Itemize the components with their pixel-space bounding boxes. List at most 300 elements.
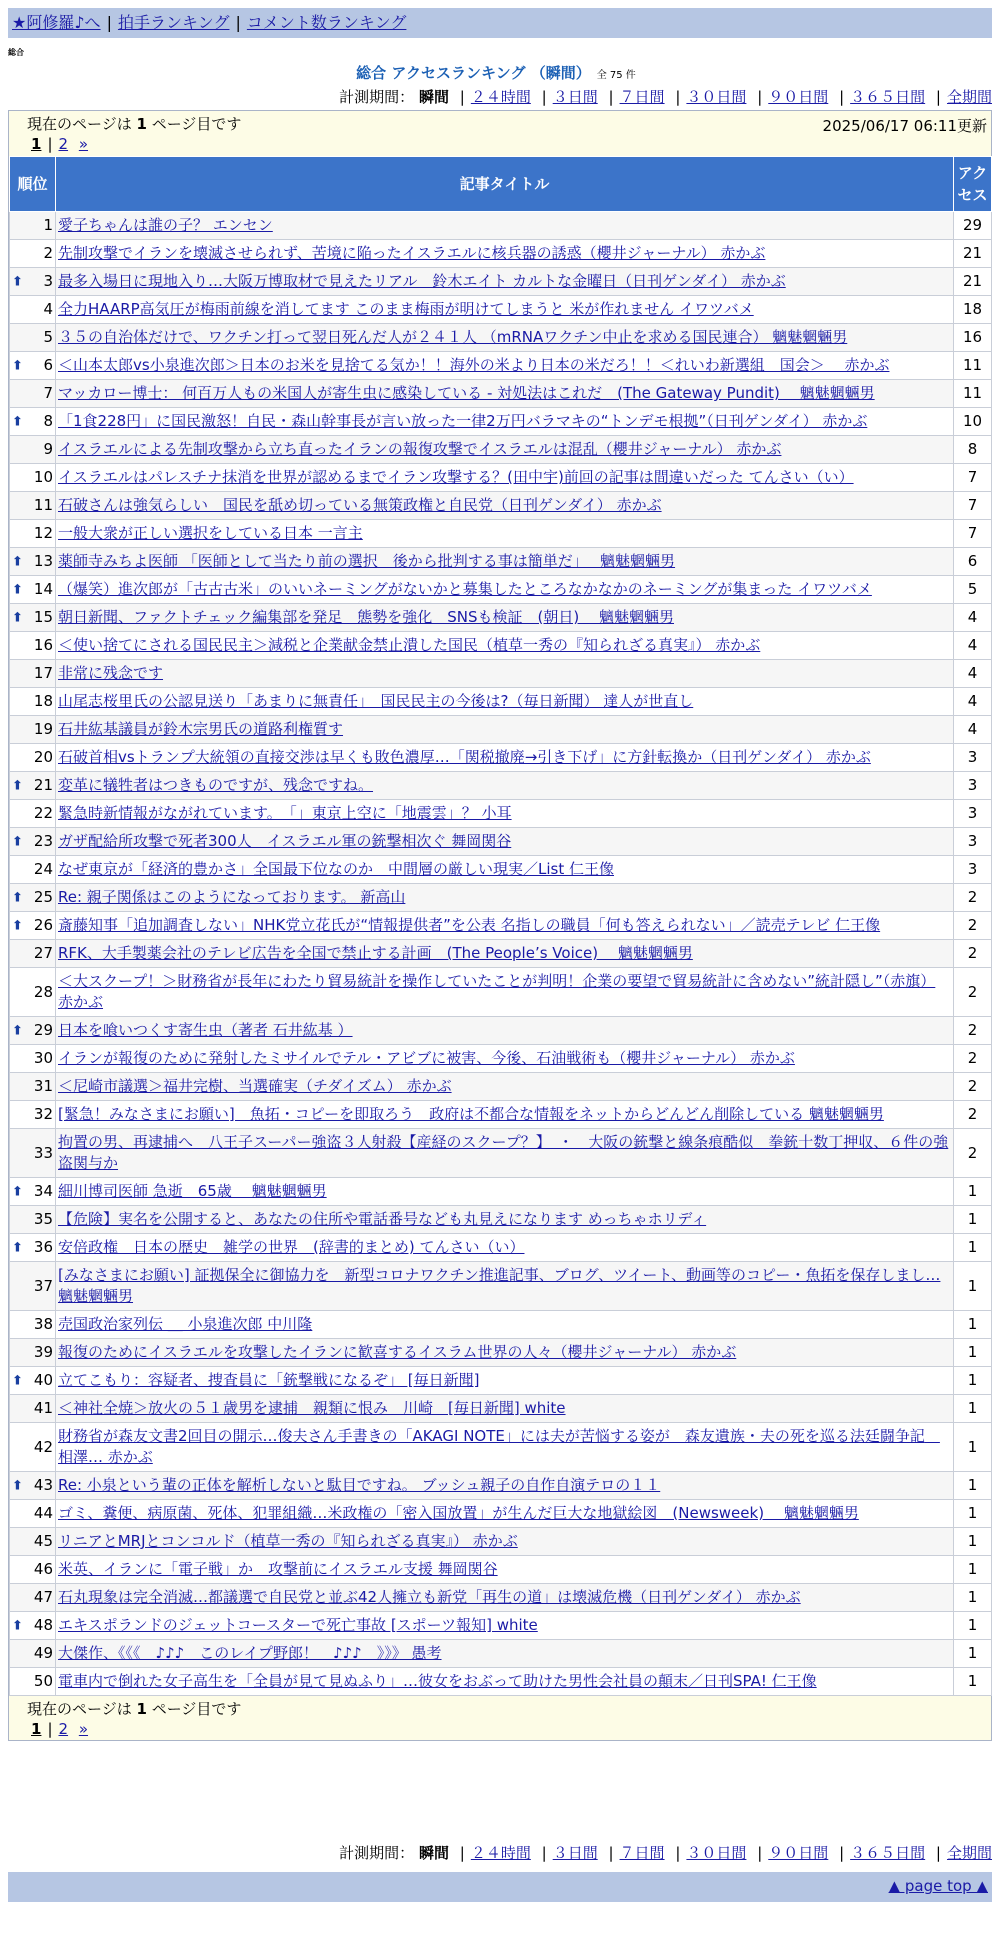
page-current: 1	[31, 1720, 42, 1738]
page-info-prefix: 現在のページは	[27, 115, 132, 133]
table-row	[10, 968, 992, 1017]
article-title-link[interactable]: 石破首相vsトランプ大統領の直接交渉は早くも敗色濃厚…「関税撤廃→引き下げ」に方針転換か（日刊ゲンダイ） 赤かぶ	[58, 748, 871, 766]
rank-number: 41	[33, 1399, 53, 1417]
title-cell	[56, 408, 954, 436]
table-row	[10, 1234, 992, 1262]
rank-number: 40	[33, 1371, 53, 1389]
article-title-link[interactable]: 一般大衆が正しい選択をしている日本 一言主	[58, 524, 363, 542]
rank-cell	[10, 548, 56, 576]
access-count: 1	[954, 1584, 992, 1612]
page-links-bottom	[27, 1719, 983, 1739]
period-link-7d[interactable]: ７日間	[619, 1844, 665, 1862]
rank-number: 30	[33, 1049, 53, 1067]
rank-cell	[10, 296, 56, 324]
article-title-link[interactable]: 斎藤知事「追加調査しない」NHK党立花氏が“情報提供者”を公表 名指しの職員「何も答えられない」／読売テレビ 仁王像	[58, 916, 881, 934]
rank-cell	[10, 492, 56, 520]
period-link-365d[interactable]: ３６５日間	[850, 1844, 926, 1862]
rank-number: 4	[43, 300, 53, 318]
article-title-link[interactable]: 緊急時新情報がながれています。 「」東京上空に「地震雲」？ 小耳	[58, 804, 512, 822]
access-count: 11	[954, 352, 992, 380]
title-cell	[56, 1423, 954, 1472]
rank-number: 31	[33, 1077, 53, 1095]
access-count: 4	[954, 716, 992, 744]
rank-number: 16	[33, 636, 53, 654]
table-row	[10, 464, 992, 492]
article-title-link[interactable]: 山尾志桜里氏の公認見送り「あまりに無責任」 国民民主の今後は?（毎日新聞） 達人が世直し	[58, 692, 694, 710]
article-title-link[interactable]: マッカロー博士： 何百万人もの米国人が寄生虫に感染している - 対処法はこれだ (The Gateway Pundit) 魑魅魍魎男	[58, 384, 875, 402]
article-title-link[interactable]: 石丸現象は完全消滅…都議選で自民党と並ぶ42人擁立も新党「再生の道」は壊滅危機（日刊ゲンダイ） 赤かぶ	[58, 1588, 801, 1606]
table-row	[10, 772, 992, 800]
page-info-bottom	[27, 1699, 983, 1719]
rank-cell	[10, 464, 56, 492]
rank-number: 27	[33, 944, 53, 962]
rank-number: 39	[33, 1343, 53, 1361]
access-count: 1	[954, 1500, 992, 1528]
rank-cell	[10, 1367, 56, 1395]
page-links	[27, 134, 983, 154]
rank-number: 33	[33, 1143, 53, 1162]
access-count: 3	[954, 856, 992, 884]
title-cell	[56, 660, 954, 688]
title-cell	[56, 520, 954, 548]
rank-cell	[10, 1500, 56, 1528]
article-title-link[interactable]: イスラエルはパレスチナ抹消を世界が認めるまでイラン攻撃する？(田中宇)前回の記事は間違いだった てんさい（い）	[58, 468, 854, 486]
rank-number: 2	[43, 244, 53, 262]
article-title-link[interactable]: イランが報復のために発射したミサイルでテル・アビブに被害、今後、石油戦術も（櫻井ジャーナル） 赤かぶ	[58, 1049, 795, 1067]
page-info-suffix: ページ目です	[151, 115, 242, 133]
rank-number: 9	[43, 440, 53, 458]
rank-cell	[10, 212, 56, 240]
table-row	[10, 324, 992, 352]
access-count: 2	[954, 884, 992, 912]
table-row	[10, 1528, 992, 1556]
rank-number: 47	[33, 1588, 53, 1606]
period-selector-bottom	[339, 1842, 992, 1863]
rank-number: 36	[33, 1238, 53, 1256]
article-title-link[interactable]: なぜ東京が「経済的豊かさ」全国最下位なのか 中間層の厳しい現実／List 仁王像	[58, 860, 614, 878]
rank-cell	[10, 912, 56, 940]
access-count: 4	[954, 688, 992, 716]
title-cell	[56, 380, 954, 408]
rank-cell	[10, 352, 56, 380]
access-count: 21	[954, 268, 992, 296]
rank-number: 25	[33, 888, 53, 906]
col-header-title: 記事タイトル	[56, 157, 954, 212]
access-count: 1	[954, 1262, 992, 1311]
page-info-suffix: ページ目です	[151, 1700, 242, 1718]
rank-cell	[10, 1017, 56, 1045]
table-row	[10, 856, 992, 884]
rank-cell	[10, 1073, 56, 1101]
rank-number: 10	[33, 468, 53, 486]
access-count: 1	[954, 1612, 992, 1640]
table-row	[10, 1640, 992, 1668]
period-link-24h[interactable]: ２４時間	[470, 88, 531, 106]
page-info-number: 1	[136, 115, 147, 133]
period-link-24h[interactable]: ２４時間	[470, 1844, 531, 1862]
separator: |	[541, 1844, 547, 1862]
rank-cell	[10, 856, 56, 884]
rank-number: 5	[43, 328, 53, 346]
article-title-link[interactable]: ＜大スクープ！＞財務省が長年にわたり貿易統計を操作していたことが判明！企業の要望で貿易統計に含めない”統計隠し”（赤旗） 赤かぶ	[58, 972, 936, 1011]
article-title-link[interactable]: 立てこもり：容疑者、捜査員に「銃撃戦になるぞ」 [毎日新聞]	[58, 1371, 480, 1389]
rank-cell	[10, 240, 56, 268]
access-count: 1	[954, 1234, 992, 1262]
article-title-link[interactable]: ＜使い捨てにされる国民民主＞減税と企業献金禁止潰した国民（植草一秀の『知られざる真実』） 赤かぶ	[58, 636, 761, 654]
page-current: 1	[31, 135, 42, 153]
title-cell	[56, 828, 954, 856]
access-count: 1	[954, 1395, 992, 1423]
rank-cell	[10, 520, 56, 548]
title-cell	[56, 352, 954, 380]
rank-cell	[10, 1584, 56, 1612]
period-link-90d[interactable]: ９０日間	[768, 1844, 829, 1862]
rank-up-arrow-icon: ⬆	[12, 1023, 23, 1038]
article-title-link[interactable]: 【危険】実名を公開すると、あなたの住所や電話番号なども丸見えになります めっちゃホリディ	[58, 1210, 707, 1228]
next-page-link[interactable]: »	[78, 135, 89, 153]
title-cell	[56, 1311, 954, 1339]
rank-cell	[10, 1178, 56, 1206]
title-cell	[56, 1073, 954, 1101]
access-count: 2	[954, 1073, 992, 1101]
separator: |	[459, 1844, 465, 1862]
rank-up-arrow-icon: ⬆	[12, 358, 23, 373]
rank-number: 8	[43, 412, 53, 430]
table-row	[10, 632, 992, 660]
article-title-link[interactable]: 薬師寺みちよ医師 「医師として当たり前の選択 後から批判する事は簡単だ」 魑魅魍魎男	[58, 552, 676, 570]
rank-up-arrow-icon: ⬆	[12, 554, 23, 569]
title-cell	[56, 1017, 954, 1045]
article-title-link[interactable]: 石井紘基議員が鈴木宗男氏の道路利権質す	[58, 720, 344, 738]
title-cell	[56, 744, 954, 772]
rank-number: 22	[33, 804, 53, 822]
table-header-row	[10, 157, 992, 212]
access-count: 29	[954, 212, 992, 240]
article-title-link[interactable]: 細川博司医師 急逝 65歳 魑魅魍魎男	[58, 1182, 327, 1200]
access-count: 1	[954, 1668, 992, 1696]
article-title-link[interactable]: 大傑作、《《《 ♪♪♪ このレイプ野郎！ ♪♪♪ 》》》 愚考	[58, 1644, 442, 1662]
access-count: 4	[954, 632, 992, 660]
title-cell	[56, 1178, 954, 1206]
access-count: 7	[954, 464, 992, 492]
rank-number: 48	[33, 1616, 53, 1634]
applause-ranking-link[interactable]: 拍手ランキング	[117, 13, 230, 32]
table-row	[10, 1045, 992, 1073]
separator: |	[935, 1844, 941, 1862]
rank-number: 49	[33, 1644, 53, 1662]
article-title-link[interactable]: 最多入場日に現地入り…大阪万博取材で見えたリアル 鈴木エイト カルトな金曜日（日刊ゲンダイ） 赤かぶ	[58, 272, 786, 290]
rank-cell	[10, 1423, 56, 1472]
table-row	[10, 940, 992, 968]
title-cell	[56, 548, 954, 576]
comment-ranking-link[interactable]: コメント数ランキング	[246, 13, 407, 32]
article-title-link[interactable]: RFK、大手製薬会社のテレビ広告を全国で禁止する計画 (The People’s Voice) 魑魅魍魎男	[58, 944, 693, 962]
rank-up-arrow-icon: ⬆	[12, 890, 23, 905]
rank-up-arrow-icon: ⬆	[12, 1240, 23, 1255]
title-cell	[56, 268, 954, 296]
rank-cell	[10, 1339, 56, 1367]
article-title-link[interactable]: 石破さんは強気らしい 国民を舐め切っている無策政権と自民党（日刊ゲンダイ） 赤かぶ	[58, 496, 662, 514]
rank-cell	[10, 884, 56, 912]
separator: |	[541, 88, 547, 106]
rank-number: 3	[43, 272, 53, 290]
page-link-2[interactable]: 2	[58, 1720, 69, 1738]
article-title-link[interactable]: 全力HAARP高気圧が梅雨前線を消してます このまま梅雨が明けてしまうと 米が作れません イワツバメ	[58, 300, 754, 318]
rank-number: 7	[43, 384, 53, 402]
article-title-link[interactable]: 報復のためにイスラエルを攻撃したイランに歓喜するイスラム世界の人々（櫻井ジャーナル） 赤かぶ	[58, 1343, 737, 1361]
article-title-link[interactable]: ３５の自治体だけで、ワクチン打って翌日死んだ人が２４１人 （mRNAワクチン中止を求める国民連合） 魑魅魍魎男	[58, 328, 848, 346]
period-current: 瞬間	[418, 88, 449, 106]
rank-number: 26	[33, 916, 53, 934]
rank-cell	[10, 660, 56, 688]
period-link-365d[interactable]: ３６５日間	[850, 88, 926, 106]
table-row	[10, 1101, 992, 1129]
period-link-90d[interactable]: ９０日間	[768, 88, 829, 106]
access-count: 1	[954, 1206, 992, 1234]
rank-cell	[10, 1528, 56, 1556]
title-cell	[56, 1500, 954, 1528]
access-count: 1	[954, 1339, 992, 1367]
article-title-link[interactable]: ガザ配給所攻撃で死者300人 イスラエル軍の銃撃相次ぐ 舞岡関谷	[58, 832, 512, 850]
title-cell	[56, 1367, 954, 1395]
table-row	[10, 436, 992, 464]
rank-number: 6	[43, 356, 53, 374]
title-cell	[56, 772, 954, 800]
table-row	[10, 576, 992, 604]
article-title-link[interactable]: 非常に残念です	[58, 664, 164, 682]
access-count: 1	[954, 1640, 992, 1668]
table-row	[10, 1262, 992, 1311]
rank-cell	[10, 1262, 56, 1311]
access-count: 1	[954, 1423, 992, 1472]
period-link-3d[interactable]: ３日間	[552, 88, 598, 106]
rank-number: 37	[33, 1276, 53, 1295]
period-link-30d[interactable]: ３０日間	[686, 1844, 747, 1862]
article-title-link[interactable]: 安倍政権 日本の歴史 雑学の世界 (辞書的まとめ) てんさい（い）	[58, 1238, 525, 1256]
article-title-link[interactable]: ゴミ、糞便、病原菌、死体、犯罪組織…米政権の「密入国放置」が生んだ巨大な地獄絵図 (Newsweek) 魑魅魍魎男	[58, 1504, 859, 1522]
rank-number: 11	[33, 496, 53, 514]
rank-cell	[10, 268, 56, 296]
separator: |	[47, 1720, 53, 1738]
separator: |	[47, 135, 53, 153]
rank-cell	[10, 716, 56, 744]
title-cell	[56, 464, 954, 492]
title-cell	[56, 688, 954, 716]
rank-number: 20	[33, 748, 53, 766]
article-title-link[interactable]: 愛子ちゃんは誰の子？ エンセン	[58, 216, 273, 234]
title-cell	[56, 1528, 954, 1556]
rank-cell	[10, 1395, 56, 1423]
table-row	[10, 660, 992, 688]
access-count: 2	[954, 912, 992, 940]
ranking-box	[8, 110, 992, 1741]
rank-cell	[10, 324, 56, 352]
rank-cell	[10, 632, 56, 660]
article-title-link[interactable]: [緊急！みなさまにお願い] 魚拓・コピーを即取ろう 政府は不都合な情報をネットからどんどん削除している 魑魅魍魎男	[58, 1105, 884, 1123]
rank-cell	[10, 800, 56, 828]
title-cell	[56, 1395, 954, 1423]
table-row	[10, 492, 992, 520]
article-title-link[interactable]: エキスポランドのジェットコースターで死亡事故 [スポーツ報知] white	[58, 1616, 538, 1634]
access-count: 2	[954, 968, 992, 1017]
access-count: 18	[954, 296, 992, 324]
rank-number: 18	[33, 692, 53, 710]
article-title-link[interactable]: （爆笑）進次郎が「古古古米」のいいネーミングがないかと募集したところなかなかのネーミングが集まった イワツバメ	[58, 580, 872, 598]
access-count: 1	[954, 1178, 992, 1206]
rank-number: 12	[33, 524, 53, 542]
total-count: 全 75 件	[596, 70, 636, 81]
access-count: 2	[954, 1129, 992, 1178]
access-count: 7	[954, 520, 992, 548]
table-row	[10, 212, 992, 240]
article-title-link[interactable]: 財務省が森友文書2回目の開示…俊夫さん手書きの「AKAGI NOTE」には夫が苦悩する姿が 森友遺族・夫の死を巡る法廷闘争記 相澤… 赤かぶ	[58, 1427, 940, 1466]
title-cell	[56, 1129, 954, 1178]
access-count: 1	[954, 1472, 992, 1500]
article-title-link[interactable]: 日本を喰いつくす寄生虫（著者 石井紘基 ）	[58, 1021, 353, 1039]
table-row	[10, 800, 992, 828]
rank-number: 17	[33, 664, 53, 682]
rank-number: 28	[33, 982, 53, 1001]
article-title-link[interactable]: Re: 小泉という輩の正体を解析しないと駄目ですね。 ブッシュ親子の自作自演テロの１１	[58, 1476, 661, 1494]
access-count: 3	[954, 800, 992, 828]
table-row	[10, 1423, 992, 1472]
title-cell	[56, 296, 954, 324]
table-row	[10, 352, 992, 380]
page-link-2[interactable]: 2	[58, 135, 69, 153]
separator: |	[839, 1844, 845, 1862]
rank-cell	[10, 408, 56, 436]
rank-number: 1	[43, 216, 53, 234]
title-cell	[56, 1045, 954, 1073]
rank-up-arrow-icon: ⬆	[12, 1373, 23, 1388]
article-title-link[interactable]: Re: 親子関係はこのようになっております。 新高山	[58, 888, 406, 906]
article-title-link[interactable]: 先制攻撃でイランを壊滅させられず、苦境に陥ったイスラエルに核兵器の誘惑（櫻井ジャーナル） 赤かぶ	[58, 244, 766, 262]
access-count: 5	[954, 576, 992, 604]
rank-up-arrow-icon: ⬆	[12, 274, 23, 289]
page-info-prefix: 現在のページは	[27, 1700, 132, 1718]
table-row	[10, 1017, 992, 1045]
access-count: 4	[954, 660, 992, 688]
table-row	[10, 548, 992, 576]
title-cell	[56, 1668, 954, 1696]
table-row	[10, 296, 992, 324]
rank-up-arrow-icon: ⬆	[12, 610, 23, 625]
title-cell	[56, 576, 954, 604]
rank-number: 13	[33, 552, 53, 570]
article-title-link[interactable]: 拘置の男、再逮捕へ 八王子スーパー強盗３人射殺【産経のスクープ？】 ・ 大阪の銃撃と線条痕酷似 拳銃十数丁押収、６件の強盗関与か	[58, 1133, 949, 1172]
rank-up-arrow-icon: ⬆	[12, 1478, 23, 1493]
period-link-all[interactable]: 全期間	[946, 1844, 992, 1862]
page-info-number: 1	[136, 1700, 147, 1718]
title-cell	[56, 716, 954, 744]
category-label: 総合	[8, 48, 24, 57]
article-title-link[interactable]: [みなさまにお願い] 証拠保全に御協力を 新型コロナワクチン推進記事、ブログ、ツイート、動画等のコピー・魚拓を保存しまし… 魑魅魍魎男	[58, 1266, 941, 1305]
access-count: 10	[954, 408, 992, 436]
table-row	[10, 1129, 992, 1178]
title-cell	[56, 1640, 954, 1668]
separator: |	[935, 88, 941, 106]
home-link[interactable]: ★阿修羅♪へ	[12, 13, 101, 32]
rank-cell	[10, 1556, 56, 1584]
page-top-link[interactable]: ▲ page top ▲	[888, 1877, 988, 1895]
rank-cell	[10, 1206, 56, 1234]
rank-cell	[10, 1640, 56, 1668]
col-header-rank: 順位	[10, 157, 56, 212]
period-link-30d[interactable]: ３０日間	[686, 88, 747, 106]
rank-cell	[10, 744, 56, 772]
rank-cell	[10, 772, 56, 800]
period-link-3d[interactable]: ３日間	[552, 1844, 598, 1862]
rank-cell	[10, 436, 56, 464]
rank-cell	[10, 1129, 56, 1178]
next-page-link[interactable]: »	[78, 1720, 89, 1738]
rank-cell	[10, 1668, 56, 1696]
title-cell	[56, 1612, 954, 1640]
period-label: 計測期間：	[339, 1844, 415, 1862]
access-count: 2	[954, 940, 992, 968]
rank-cell	[10, 968, 56, 1017]
table-row	[10, 1339, 992, 1367]
period-link-7d[interactable]: ７日間	[619, 88, 665, 106]
access-count: 2	[954, 1101, 992, 1129]
table-row	[10, 1311, 992, 1339]
table-row	[10, 828, 992, 856]
period-link-all[interactable]: 全期間	[946, 88, 992, 106]
access-count: 16	[954, 324, 992, 352]
title-cell	[56, 324, 954, 352]
rank-cell	[10, 1311, 56, 1339]
article-title-link[interactable]: リニアとMRJとコンコルド（植草一秀の『知られざる真実』） 赤かぶ	[58, 1532, 518, 1550]
table-row	[10, 520, 992, 548]
footer-bar	[8, 1872, 992, 1902]
title-cell	[56, 240, 954, 268]
title-cell	[56, 912, 954, 940]
article-title-link[interactable]: 変革に犠牲者はつきものですが、残念ですね。	[58, 776, 374, 794]
article-title-link[interactable]: 「1食228円」に国民激怒！自民・森山幹事長が言い放った一律2万円バラマキの“トンデモ根拠”（日刊ゲンダイ） 赤かぶ	[58, 412, 868, 430]
article-title-link[interactable]: イスラエルによる先制攻撃から立ち直ったイランの報復攻撃でイスラエルは混乱（櫻井ジャーナル） 赤かぶ	[58, 440, 782, 458]
rank-up-arrow-icon: ⬆	[12, 1184, 23, 1199]
rank-number: 50	[33, 1672, 53, 1690]
title-cell	[56, 604, 954, 632]
article-title-link[interactable]: ＜尼崎市議選＞福井完樹、当選確実（チダイズム） 赤かぶ	[58, 1077, 452, 1095]
article-title-link[interactable]: ＜神社全焼＞放火の５１歳男を逮捕 親類に恨み 川崎 [毎日新聞] white	[58, 1399, 566, 1417]
rank-number: 34	[33, 1182, 53, 1200]
title-cell	[56, 212, 954, 240]
title-cell	[56, 1472, 954, 1500]
article-title-link[interactable]: 朝日新聞、ファクトチェック編集部を発足 態勢を強化 SNSも検証 (朝日) 魑魅魍魎男	[58, 608, 674, 626]
article-title-link[interactable]: 売国政治家列伝 ＿ 小泉進次郎 中川隆	[58, 1315, 313, 1333]
table-row	[10, 688, 992, 716]
title-cell	[56, 800, 954, 828]
rank-cell	[10, 1234, 56, 1262]
rank-cell	[10, 604, 56, 632]
access-count: 1	[954, 1311, 992, 1339]
rank-cell	[10, 1612, 56, 1640]
rank-number: 19	[33, 720, 53, 738]
rank-cell	[10, 940, 56, 968]
separator: |	[459, 88, 465, 106]
article-title-link[interactable]: 電車内で倒れた女子高生を「全員が見て見ぬふり」…彼女をおぶって助けた男性会社員の顛末／日刊SPA! 仁王像	[58, 1672, 817, 1690]
separator: |	[608, 1844, 614, 1862]
access-count: 2	[954, 1017, 992, 1045]
title-cell	[56, 884, 954, 912]
article-title-link[interactable]: 米英、イランに「電子戦」か 攻撃前にイスラエル支援 舞岡関谷	[58, 1560, 498, 1578]
title-cell	[56, 632, 954, 660]
col-header-count: アクセス	[954, 157, 992, 212]
rank-number: 45	[33, 1532, 53, 1550]
period-current: 瞬間	[418, 1844, 449, 1862]
article-title-link[interactable]: ＜山本太郎vs小泉進次郎＞日本のお米を見捨てる気か！！海外の米より日本の米だろ！！＜れいわ新選組 国会＞ 赤かぶ	[58, 356, 890, 374]
